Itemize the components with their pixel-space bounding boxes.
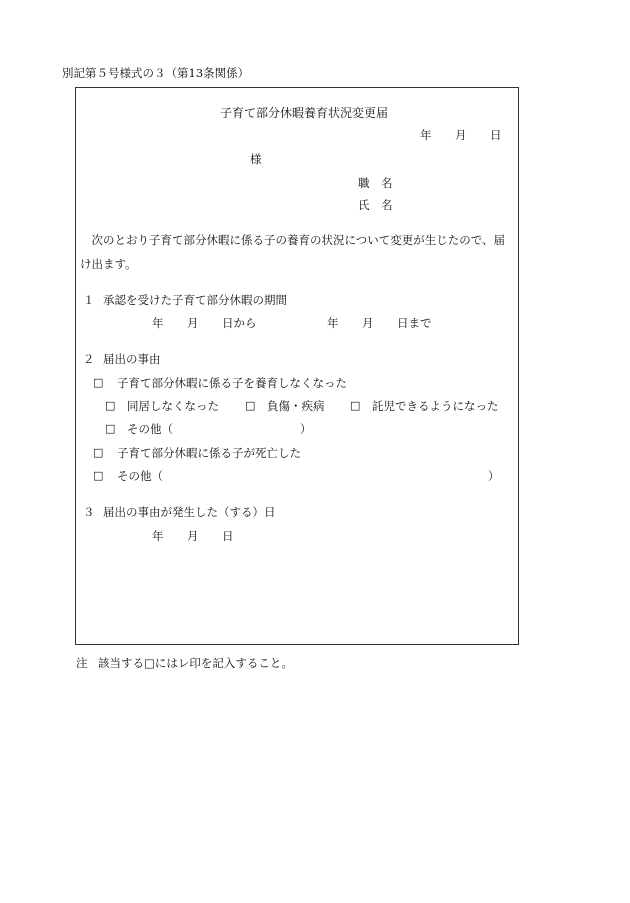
section1-number: １: [83, 293, 95, 307]
form-title: 子育て部分休暇養育状況変更届: [220, 106, 389, 120]
note-text: 該当する□にはレ印を記入すること。: [98, 656, 293, 670]
period-from-day: 日から: [222, 316, 257, 330]
position-label: 職 名: [358, 176, 393, 190]
option-sub-other-close: ）: [300, 422, 312, 436]
date-month-label: 月: [455, 128, 467, 142]
period-to-month: 月: [362, 316, 374, 330]
option-child-died-label: 子育て部分休暇に係る子が死亡した: [117, 446, 301, 460]
form-reference: 別記第５号様式の３（第13条関係）: [62, 66, 250, 80]
option-other-label: その他（: [117, 469, 163, 483]
intro-paragraph: 次のとおり子育て部分休暇に係る子の養育の状況について変更が生じたので、届け出ます。: [80, 233, 506, 271]
note-label: 注: [76, 656, 88, 670]
period-from-month: 月: [187, 316, 199, 330]
period-to-year: 年: [327, 316, 339, 330]
checkbox-no-longer-raising[interactable]: □: [93, 376, 104, 389]
occurrence-day: 日: [222, 529, 234, 543]
occurrence-month: 月: [187, 529, 199, 543]
checkbox-not-living-together[interactable]: □: [105, 399, 116, 412]
form-box: [75, 87, 519, 645]
option-injury-illness-label: 負傷・疾病: [267, 399, 325, 413]
option-no-longer-raising-label: 子育て部分休暇に係る子を養育しなくなった: [117, 376, 347, 390]
date-day-label: 日: [490, 128, 502, 142]
checkbox-can-entrust[interactable]: □: [350, 399, 361, 412]
option-can-entrust-label: 託児できるようになった: [372, 399, 499, 413]
section2-number: ２: [83, 352, 95, 366]
option-sub-other-label: その他（: [127, 422, 173, 436]
option-other-close: ）: [488, 469, 500, 483]
period-to-day: 日まで: [397, 316, 432, 330]
section2-heading: 届出の事由: [103, 352, 161, 366]
option-not-living-together-label: 同居しなくなった: [127, 399, 219, 413]
section3-heading: 届出の事由が発生した（する）日: [103, 505, 276, 519]
section1-heading: 承認を受けた子育て部分休暇の期間: [103, 293, 287, 307]
name-label: 氏 名: [358, 198, 393, 212]
checkbox-child-died[interactable]: □: [93, 446, 104, 459]
checkbox-sub-other[interactable]: □: [105, 422, 116, 435]
date-year-label: 年: [420, 128, 432, 142]
section3-number: ３: [83, 505, 95, 519]
checkbox-other[interactable]: □: [93, 469, 104, 482]
addressee-suffix: 様: [250, 152, 262, 166]
occurrence-year: 年: [152, 529, 164, 543]
period-from-year: 年: [152, 316, 164, 330]
checkbox-injury-illness[interactable]: □: [245, 399, 256, 412]
